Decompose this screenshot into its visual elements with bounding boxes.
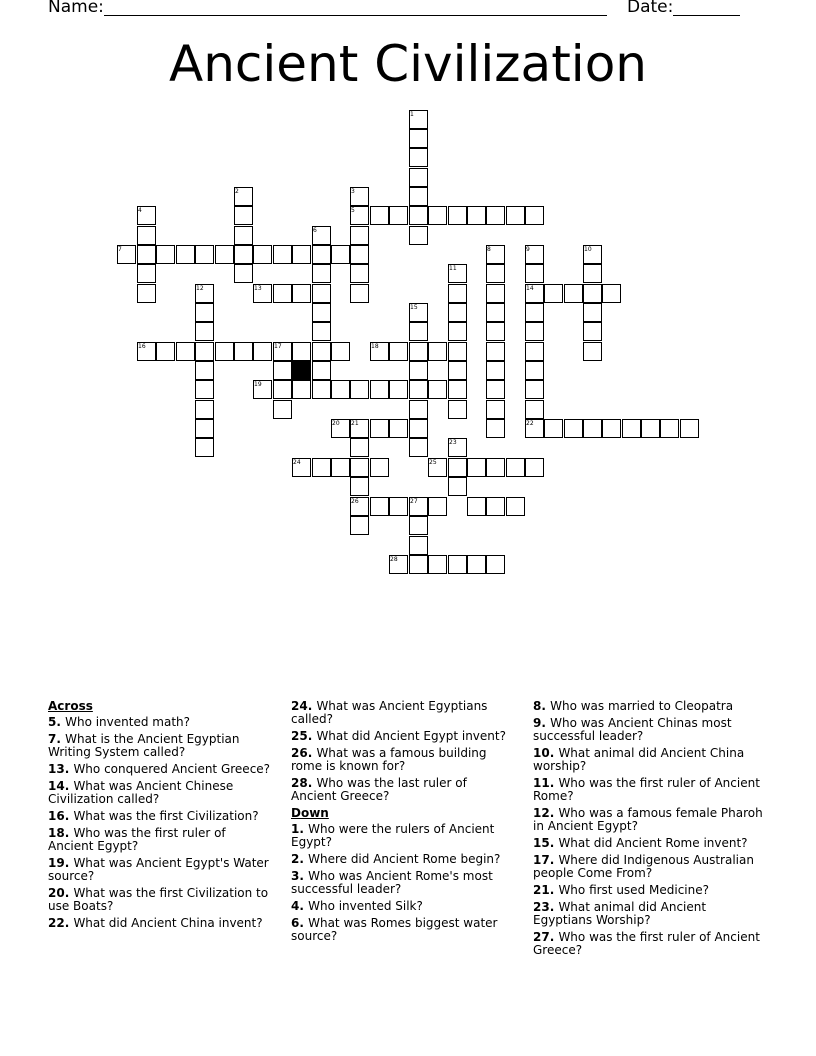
clue-number-label: 18. xyxy=(48,826,74,840)
grid-cell[interactable] xyxy=(448,322,467,341)
clue-number: 17 xyxy=(274,343,282,350)
clue-number-label: 21. xyxy=(533,883,559,897)
grid-cell[interactable] xyxy=(622,419,641,438)
grid-cell[interactable] xyxy=(448,380,467,399)
clues-column-2 xyxy=(291,700,516,947)
grid-cell[interactable] xyxy=(350,226,369,245)
clue-text: Where did Ancient Rome begin? xyxy=(308,852,501,866)
grid-cell[interactable] xyxy=(195,342,214,361)
clue-number: 11 xyxy=(449,265,457,272)
clue-text: Who were the rulers of Ancient Egypt? xyxy=(291,822,495,849)
grid-cell[interactable] xyxy=(292,342,311,361)
grid-cell[interactable] xyxy=(389,380,408,399)
clue-number: 28 xyxy=(390,556,398,563)
down-clue xyxy=(291,870,516,896)
grid-cell[interactable] xyxy=(409,400,428,419)
grid-cell[interactable] xyxy=(370,458,389,477)
across-clue xyxy=(48,733,273,759)
grid-cell[interactable] xyxy=(234,264,253,283)
clue-number-label: 25. xyxy=(291,729,317,743)
grid-cell[interactable] xyxy=(660,419,679,438)
grid-cell[interactable] xyxy=(195,438,214,457)
grid-cell[interactable] xyxy=(525,342,544,361)
clue-number: 21 xyxy=(351,420,359,427)
grid-cell[interactable] xyxy=(486,361,505,380)
grid-cell[interactable] xyxy=(583,284,602,303)
clue-text: Who first used Medicine? xyxy=(558,883,709,897)
clue-number-label: 27. xyxy=(533,930,559,944)
grid-cell[interactable] xyxy=(525,264,544,283)
clue-number-label: 7. xyxy=(48,732,66,746)
clue-number: 8 xyxy=(487,246,491,253)
clue-number-label: 13. xyxy=(48,762,74,776)
clue-number: 9 xyxy=(526,246,530,253)
across-clue xyxy=(291,777,516,803)
grid-cell[interactable] xyxy=(292,284,311,303)
grid-cell[interactable] xyxy=(350,380,369,399)
clue-number-label: 8. xyxy=(533,699,551,713)
clue-number-label: 15. xyxy=(533,836,559,850)
clue-number-label: 4. xyxy=(291,899,309,913)
down-clue xyxy=(533,837,763,850)
grid-cell[interactable] xyxy=(409,516,428,535)
grid-cell[interactable] xyxy=(273,284,292,303)
grid-cell[interactable] xyxy=(370,419,389,438)
grid-cell[interactable] xyxy=(486,419,505,438)
grid-cell[interactable] xyxy=(312,264,331,283)
grid-cell[interactable] xyxy=(253,342,272,361)
grid-cell[interactable] xyxy=(234,206,253,225)
grid-cell[interactable] xyxy=(428,497,447,516)
grid-cell[interactable] xyxy=(467,497,486,516)
grid-cell[interactable] xyxy=(409,322,428,341)
grid-cell[interactable] xyxy=(448,555,467,574)
grid-cell[interactable] xyxy=(525,380,544,399)
clue-number-label: 5. xyxy=(48,715,66,729)
clue-number-label: 17. xyxy=(533,853,559,867)
grid-cell[interactable] xyxy=(467,206,486,225)
grid-cell[interactable] xyxy=(583,419,602,438)
clue-text: Who invented Silk? xyxy=(308,899,423,913)
clue-text: What was Ancient Egypt's Water source? xyxy=(48,856,269,883)
down-clue xyxy=(533,854,763,880)
grid-cell[interactable] xyxy=(525,303,544,322)
down-clue xyxy=(533,777,763,803)
clue-text: What was Ancient Egyptians called? xyxy=(291,699,488,726)
grid-cell[interactable] xyxy=(486,458,505,477)
clue-text: Who was the first ruler of Ancient Egypt? xyxy=(48,826,226,853)
grid-cell[interactable] xyxy=(506,497,525,516)
clues-column-1 xyxy=(48,700,273,934)
across-clue xyxy=(291,700,516,726)
grid-cell[interactable] xyxy=(195,380,214,399)
down-heading: Down xyxy=(291,806,329,820)
grid-cell[interactable] xyxy=(428,380,447,399)
grid-cell[interactable] xyxy=(370,497,389,516)
down-clue xyxy=(533,931,763,957)
grid-cell[interactable] xyxy=(448,400,467,419)
grid-cell[interactable] xyxy=(409,555,428,574)
down-clue xyxy=(533,901,763,927)
grid-cell[interactable] xyxy=(428,555,447,574)
clue-number: 12 xyxy=(196,285,204,292)
clue-number-label: 28. xyxy=(291,776,317,790)
grid-cell[interactable] xyxy=(583,264,602,283)
clue-text: Who conquered Ancient Greece? xyxy=(73,762,271,776)
clue-number-label: 1. xyxy=(291,822,309,836)
clue-number-label: 16. xyxy=(48,809,74,823)
grid-cell[interactable] xyxy=(486,380,505,399)
grid-cell[interactable] xyxy=(409,361,428,380)
grid-cell[interactable] xyxy=(409,536,428,555)
clue-number: 10 xyxy=(584,246,592,253)
clue-text: What was the first Civilization to use Boats? xyxy=(48,886,269,913)
grid-cell[interactable] xyxy=(195,322,214,341)
grid-cell[interactable] xyxy=(467,458,486,477)
grid-cell[interactable] xyxy=(234,226,253,245)
grid-cell[interactable] xyxy=(137,264,156,283)
clue-number: 27 xyxy=(410,498,418,505)
down-clue-list-continued xyxy=(533,700,763,957)
grid-cell[interactable] xyxy=(312,380,331,399)
across-clue xyxy=(48,857,273,883)
grid-cell[interactable] xyxy=(525,206,544,225)
grid-cell[interactable] xyxy=(486,206,505,225)
grid-cell[interactable] xyxy=(486,322,505,341)
grid-cell[interactable] xyxy=(486,400,505,419)
page-title: Ancient Civilization xyxy=(169,35,647,93)
clue-number: 6 xyxy=(313,227,317,234)
date-label: Date: xyxy=(627,0,674,17)
clue-number: 24 xyxy=(293,459,301,466)
down-clue xyxy=(533,717,763,743)
grid-cell[interactable] xyxy=(448,303,467,322)
grid-cell[interactable] xyxy=(409,380,428,399)
clue-text: What animal did Ancient Egyptians Worship? xyxy=(533,900,707,927)
clue-text: What did Ancient Egypt invent? xyxy=(316,729,506,743)
grid-cell[interactable] xyxy=(409,438,428,457)
down-clue xyxy=(533,807,763,833)
grid-cell[interactable] xyxy=(389,342,408,361)
clue-number: 5 xyxy=(351,207,355,214)
grid-cell[interactable] xyxy=(312,245,331,264)
clue-number: 16 xyxy=(138,343,146,350)
grid-cell[interactable] xyxy=(680,419,699,438)
grid-cell[interactable] xyxy=(428,206,447,225)
grid-cell[interactable] xyxy=(506,458,525,477)
grid-cell[interactable] xyxy=(486,555,505,574)
grid-cell[interactable] xyxy=(448,206,467,225)
clue-text: What was a famous building rome is known for? xyxy=(291,746,487,773)
grid-cell[interactable] xyxy=(273,245,292,264)
clue-text: What animal did Ancient China worship? xyxy=(533,746,745,773)
grid-cell[interactable] xyxy=(525,458,544,477)
grid-cell[interactable] xyxy=(486,284,505,303)
clue-text: Who was Ancient Rome's most successful leader? xyxy=(291,869,493,896)
down-clue xyxy=(291,917,516,943)
grid-cell[interactable] xyxy=(195,419,214,438)
clue-text: What is the Ancient Egyptian Writing System called? xyxy=(48,732,240,759)
grid-cell[interactable] xyxy=(331,342,350,361)
clue-number-label: 2. xyxy=(291,852,309,866)
clue-number-label: 6. xyxy=(291,916,309,930)
clue-number-label: 20. xyxy=(48,886,74,900)
grid-cell[interactable] xyxy=(350,438,369,457)
grid-cell[interactable] xyxy=(215,245,234,264)
across-clue xyxy=(48,917,273,930)
clue-number-label: 26. xyxy=(291,746,317,760)
grid-cell[interactable] xyxy=(350,264,369,283)
grid-cell[interactable] xyxy=(350,284,369,303)
grid-cell[interactable] xyxy=(448,284,467,303)
grid-cell[interactable] xyxy=(583,342,602,361)
clue-number: 22 xyxy=(526,420,534,427)
clue-number: 1 xyxy=(410,111,414,118)
grid-cell[interactable] xyxy=(273,380,292,399)
grid-cell[interactable] xyxy=(195,245,214,264)
grid-cell[interactable] xyxy=(525,400,544,419)
down-clue xyxy=(291,823,516,849)
grid-cell[interactable] xyxy=(195,303,214,322)
clue-text: Where did Indigenous Australian people Come From? xyxy=(533,853,754,880)
grid-cell[interactable] xyxy=(350,516,369,535)
down-clue-list xyxy=(291,823,516,943)
black-cell xyxy=(292,361,311,380)
grid-cell[interactable] xyxy=(486,303,505,322)
clue-number-label: 19. xyxy=(48,856,74,870)
grid-cell[interactable] xyxy=(544,419,563,438)
grid-cell[interactable] xyxy=(448,477,467,496)
grid-cell[interactable] xyxy=(583,322,602,341)
clue-text: Who was the first ruler of Ancient Rome? xyxy=(533,776,760,803)
grid-cell[interactable] xyxy=(195,361,214,380)
down-clue xyxy=(533,747,763,773)
clue-number: 7 xyxy=(118,246,122,253)
grid-cell[interactable] xyxy=(409,226,428,245)
across-clue xyxy=(291,747,516,773)
grid-cell[interactable] xyxy=(234,342,253,361)
grid-cell[interactable] xyxy=(292,245,311,264)
grid-cell[interactable] xyxy=(137,284,156,303)
grid-cell[interactable] xyxy=(137,226,156,245)
clue-number: 23 xyxy=(449,439,457,446)
grid-cell[interactable] xyxy=(564,284,583,303)
grid-cell[interactable] xyxy=(486,497,505,516)
grid-cell[interactable] xyxy=(544,284,563,303)
grid-cell[interactable] xyxy=(467,555,486,574)
grid-cell[interactable] xyxy=(389,497,408,516)
clue-number: 13 xyxy=(254,285,262,292)
down-clue xyxy=(533,884,763,897)
grid-cell[interactable] xyxy=(525,361,544,380)
grid-cell[interactable] xyxy=(331,380,350,399)
grid-cell[interactable] xyxy=(350,458,369,477)
clue-text: Who was Ancient Chinas most successful leader? xyxy=(533,716,732,743)
grid-cell[interactable] xyxy=(389,419,408,438)
grid-cell[interactable] xyxy=(409,129,428,148)
grid-cell[interactable] xyxy=(602,419,621,438)
grid-cell[interactable] xyxy=(409,206,428,225)
grid-cell[interactable] xyxy=(486,342,505,361)
grid-cell[interactable] xyxy=(448,361,467,380)
clue-number-label: 10. xyxy=(533,746,559,760)
clue-number: 4 xyxy=(138,207,142,214)
down-clue xyxy=(533,700,763,713)
grid-cell[interactable] xyxy=(602,284,621,303)
clue-number-label: 11. xyxy=(533,776,559,790)
grid-cell[interactable] xyxy=(448,458,467,477)
across-clue-list xyxy=(48,716,273,930)
clue-text: Who invented math? xyxy=(65,715,190,729)
clue-text: Who was married to Cleopatra xyxy=(550,699,734,713)
grid-cell[interactable] xyxy=(312,284,331,303)
clue-number: 2 xyxy=(235,188,239,195)
grid-cell[interactable] xyxy=(292,380,311,399)
grid-cell[interactable] xyxy=(312,361,331,380)
clue-number: 19 xyxy=(254,381,262,388)
clue-number-label: 3. xyxy=(291,869,309,883)
clue-text: What was Ancient Chinese Civilization called? xyxy=(48,779,234,806)
across-clue xyxy=(48,780,273,806)
grid-cell[interactable] xyxy=(370,206,389,225)
clue-number-label: 23. xyxy=(533,900,559,914)
grid-cell[interactable] xyxy=(409,148,428,167)
grid-cell[interactable] xyxy=(506,206,525,225)
clue-text: What did Ancient Rome invent? xyxy=(558,836,748,850)
grid-cell[interactable] xyxy=(312,458,331,477)
down-clue xyxy=(291,900,516,913)
clue-number: 3 xyxy=(351,188,355,195)
grid-cell[interactable] xyxy=(564,419,583,438)
grid-cell[interactable] xyxy=(409,419,428,438)
grid-cell[interactable] xyxy=(370,380,389,399)
grid-cell[interactable] xyxy=(389,206,408,225)
down-clue xyxy=(291,853,516,866)
clue-text: Who was a famous female Pharoh in Ancient Egypt? xyxy=(533,806,763,833)
grid-cell[interactable] xyxy=(312,342,331,361)
grid-cell[interactable] xyxy=(176,342,195,361)
clue-number: 20 xyxy=(332,420,340,427)
grid-cell[interactable] xyxy=(273,361,292,380)
name-label: Name: xyxy=(48,0,104,17)
grid-cell[interactable] xyxy=(234,245,253,264)
grid-cell[interactable] xyxy=(409,168,428,187)
across-clue xyxy=(48,887,273,913)
grid-cell[interactable] xyxy=(448,342,467,361)
across-clue xyxy=(291,730,516,743)
clue-number: 26 xyxy=(351,498,359,505)
clue-number-label: 9. xyxy=(533,716,551,730)
grid-cell[interactable] xyxy=(428,342,447,361)
clue-number: 25 xyxy=(429,459,437,466)
grid-cell[interactable] xyxy=(156,245,175,264)
across-heading: Across xyxy=(48,699,93,713)
grid-cell[interactable] xyxy=(312,322,331,341)
clue-text: Who was the last ruler of Ancient Greece? xyxy=(291,776,467,803)
grid-cell[interactable] xyxy=(641,419,660,438)
clue-number-label: 24. xyxy=(291,699,317,713)
grid-cell[interactable] xyxy=(156,342,175,361)
clue-text: What was Romes biggest water source? xyxy=(291,916,498,943)
across-clue xyxy=(48,763,273,776)
grid-cell[interactable] xyxy=(350,477,369,496)
clue-text: What was the first Civilization? xyxy=(73,809,259,823)
clue-text: Who was the first ruler of Ancient Greece? xyxy=(533,930,760,957)
grid-cell[interactable] xyxy=(215,342,234,361)
across-clue xyxy=(48,827,273,853)
clue-number: 14 xyxy=(526,285,534,292)
grid-cell[interactable] xyxy=(409,342,428,361)
grid-cell[interactable] xyxy=(583,303,602,322)
across-clue-list-continued xyxy=(291,700,516,803)
grid-cell[interactable] xyxy=(312,303,331,322)
grid-cell[interactable] xyxy=(331,245,350,264)
grid-cell[interactable] xyxy=(331,458,350,477)
grid-cell[interactable] xyxy=(195,400,214,419)
grid-cell[interactable] xyxy=(273,400,292,419)
grid-cell[interactable] xyxy=(137,245,156,264)
across-clue xyxy=(48,810,273,823)
clue-number: 18 xyxy=(371,343,379,350)
grid-cell[interactable] xyxy=(409,187,428,206)
grid-cell[interactable] xyxy=(350,245,369,264)
clues-column-3 xyxy=(533,700,763,961)
across-clue xyxy=(48,716,273,729)
clue-number-label: 14. xyxy=(48,779,74,793)
grid-cell[interactable] xyxy=(486,264,505,283)
grid-cell[interactable] xyxy=(176,245,195,264)
clue-number-label: 22. xyxy=(48,916,74,930)
clue-number-label: 12. xyxy=(533,806,559,820)
clue-text: What did Ancient China invent? xyxy=(73,916,263,930)
clue-number: 15 xyxy=(410,304,418,311)
grid-cell[interactable] xyxy=(253,245,272,264)
grid-cell[interactable] xyxy=(525,322,544,341)
